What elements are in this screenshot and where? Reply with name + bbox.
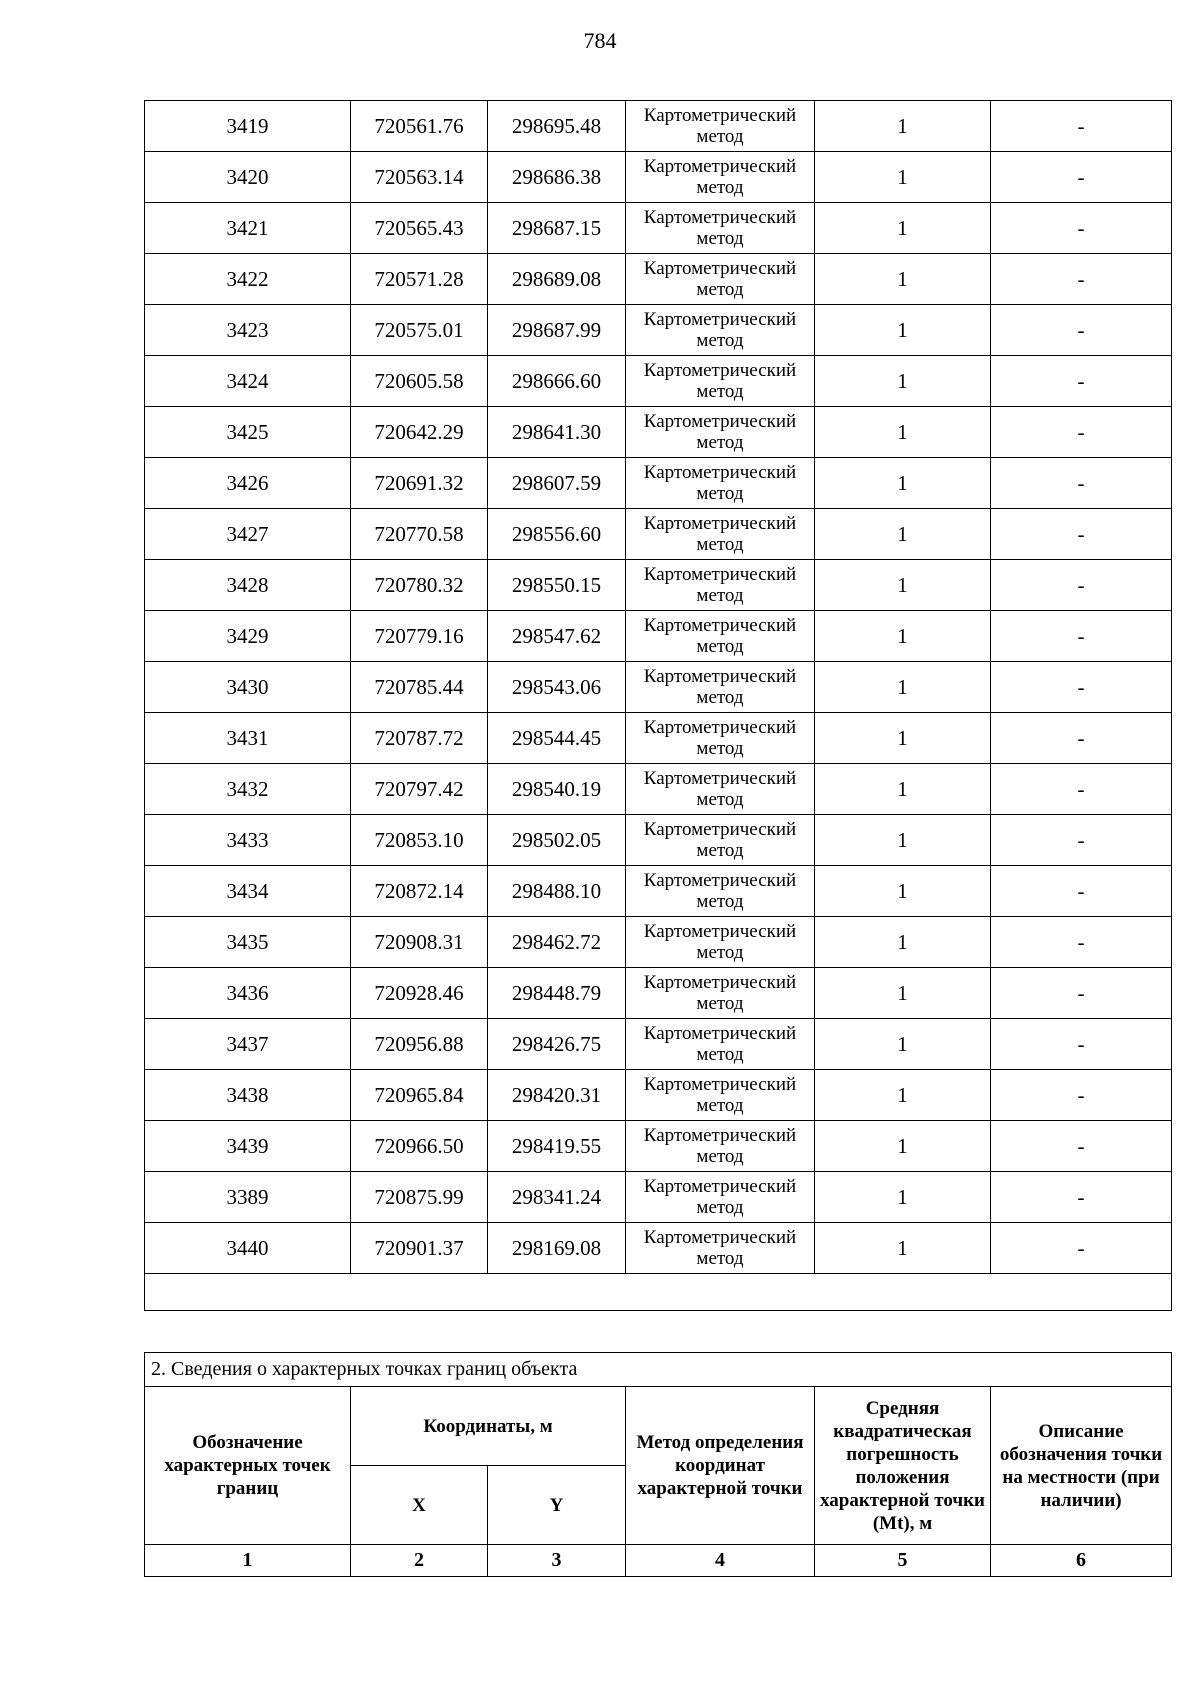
coord-x-cell: 720563.14 (351, 152, 488, 203)
coord-y-cell: 298556.60 (488, 509, 626, 560)
coord-x-cell: 720785.44 (351, 662, 488, 713)
coord-x-cell: 720605.58 (351, 356, 488, 407)
coord-y-cell: 298169.08 (488, 1223, 626, 1274)
point-id-cell: 3424 (145, 356, 351, 407)
coord-y-cell: 298547.62 (488, 611, 626, 662)
coord-y-cell: 298540.19 (488, 764, 626, 815)
table-row (145, 764, 1172, 815)
coord-y-cell: 298666.60 (488, 356, 626, 407)
column-number: 1 (145, 1545, 351, 1577)
table-row (145, 611, 1172, 662)
mean-error-cell: 1 (815, 1019, 991, 1070)
point-id-cell: 3423 (145, 305, 351, 356)
method-cell: Картометрический метод (626, 254, 815, 305)
table-row (145, 713, 1172, 764)
table-row (145, 1172, 1172, 1223)
coord-x-cell: 720770.58 (351, 509, 488, 560)
description-cell: - (991, 305, 1172, 356)
column-number: 5 (815, 1545, 991, 1577)
table-row (145, 203, 1172, 254)
header-mean-error: Средняя квадратическая погрешность положения характерной точки (Mt), м (815, 1387, 991, 1545)
coord-y-cell: 298543.06 (488, 662, 626, 713)
description-cell: - (991, 407, 1172, 458)
page-number: 784 (583, 28, 617, 53)
coord-x-cell: 720779.16 (351, 611, 488, 662)
coord-y-cell: 298695.48 (488, 101, 626, 152)
mean-error-cell: 1 (815, 1070, 991, 1121)
description-cell: - (991, 611, 1172, 662)
mean-error-cell: 1 (815, 254, 991, 305)
mean-error-cell: 1 (815, 203, 991, 254)
point-id-cell: 3389 (145, 1172, 351, 1223)
description-cell: - (991, 458, 1172, 509)
coord-y-cell: 298341.24 (488, 1172, 626, 1223)
coord-y-cell: 298462.72 (488, 917, 626, 968)
header-coordinates: Координаты, м (351, 1387, 626, 1466)
coord-x-cell: 720780.32 (351, 560, 488, 611)
mean-error-cell: 1 (815, 101, 991, 152)
description-cell: - (991, 1121, 1172, 1172)
description-cell: - (991, 764, 1172, 815)
method-cell: Картометрический метод (626, 560, 815, 611)
description-cell: - (991, 509, 1172, 560)
mean-error-cell: 1 (815, 917, 991, 968)
description-cell: - (991, 1070, 1172, 1121)
coord-x-cell: 720875.99 (351, 1172, 488, 1223)
coord-y-cell: 298607.59 (488, 458, 626, 509)
mean-error-cell: 1 (815, 305, 991, 356)
coord-y-cell: 298488.10 (488, 866, 626, 917)
table-row (145, 1121, 1172, 1172)
method-cell: Картометрический метод (626, 305, 815, 356)
table-row (145, 1070, 1172, 1121)
description-cell: - (991, 815, 1172, 866)
coord-x-cell: 720797.42 (351, 764, 488, 815)
points-table (144, 100, 1172, 1311)
coord-y-cell: 298544.45 (488, 713, 626, 764)
point-id-cell: 3440 (145, 1223, 351, 1274)
table-row (145, 1019, 1172, 1070)
description-cell: - (991, 203, 1172, 254)
coord-y-cell: 298687.15 (488, 203, 626, 254)
point-id-cell: 3434 (145, 866, 351, 917)
method-cell: Картометрический метод (626, 458, 815, 509)
table-row (145, 356, 1172, 407)
coord-x-cell: 720787.72 (351, 713, 488, 764)
description-cell: - (991, 101, 1172, 152)
coord-y-cell: 298448.79 (488, 968, 626, 1019)
table-row (145, 560, 1172, 611)
mean-error-cell: 1 (815, 1121, 991, 1172)
column-number: 6 (991, 1545, 1172, 1577)
description-cell: - (991, 968, 1172, 1019)
mean-error-cell: 1 (815, 356, 991, 407)
description-cell: - (991, 866, 1172, 917)
mean-error-cell: 1 (815, 968, 991, 1019)
coord-x-cell: 720965.84 (351, 1070, 488, 1121)
table-row (145, 968, 1172, 1019)
mean-error-cell: 1 (815, 662, 991, 713)
description-cell: - (991, 152, 1172, 203)
table-row (145, 815, 1172, 866)
point-id-cell: 3431 (145, 713, 351, 764)
method-cell: Картометрический метод (626, 815, 815, 866)
point-id-cell: 3436 (145, 968, 351, 1019)
mean-error-cell: 1 (815, 764, 991, 815)
mean-error-cell: 1 (815, 1172, 991, 1223)
points-table-body (145, 101, 1172, 1311)
point-id-cell: 3425 (145, 407, 351, 458)
coord-x-cell: 720575.01 (351, 305, 488, 356)
coord-x-cell: 720571.28 (351, 254, 488, 305)
method-cell: Картометрический метод (626, 662, 815, 713)
method-cell: Картометрический метод (626, 1121, 815, 1172)
method-cell: Картометрический метод (626, 713, 815, 764)
mean-error-cell: 1 (815, 713, 991, 764)
method-cell: Картометрический метод (626, 509, 815, 560)
mean-error-cell: 1 (815, 1223, 991, 1274)
section2-table (144, 1352, 1172, 1577)
coord-y-cell: 298687.99 (488, 305, 626, 356)
method-cell: Картометрический метод (626, 101, 815, 152)
point-id-cell: 3432 (145, 764, 351, 815)
mean-error-cell: 1 (815, 152, 991, 203)
header-method: Метод определения координат характерной точки (626, 1387, 815, 1545)
point-id-cell: 3426 (145, 458, 351, 509)
mean-error-cell: 1 (815, 611, 991, 662)
coord-y-cell: 298686.38 (488, 152, 626, 203)
method-cell: Картометрический метод (626, 152, 815, 203)
coord-y-cell: 298419.55 (488, 1121, 626, 1172)
method-cell: Картометрический метод (626, 917, 815, 968)
table-row (145, 254, 1172, 305)
method-cell: Картометрический метод (626, 611, 815, 662)
mean-error-cell: 1 (815, 866, 991, 917)
header-point-designation: Обозначение характерных точек границ (145, 1387, 351, 1545)
coord-x-cell: 720966.50 (351, 1121, 488, 1172)
mean-error-cell: 1 (815, 509, 991, 560)
table-row (145, 662, 1172, 713)
coord-x-cell: 720561.76 (351, 101, 488, 152)
description-cell: - (991, 1019, 1172, 1070)
point-id-cell: 3428 (145, 560, 351, 611)
point-id-cell: 3427 (145, 509, 351, 560)
point-id-cell: 3419 (145, 101, 351, 152)
table-row (145, 866, 1172, 917)
point-id-cell: 3420 (145, 152, 351, 203)
column-number: 3 (488, 1545, 626, 1577)
point-id-cell: 3422 (145, 254, 351, 305)
mean-error-cell: 1 (815, 815, 991, 866)
coord-x-cell: 720565.43 (351, 203, 488, 254)
table-row (145, 458, 1172, 509)
coord-x-cell: 720928.46 (351, 968, 488, 1019)
empty-cell (145, 1274, 1172, 1311)
table-row (145, 152, 1172, 203)
coord-y-cell: 298502.05 (488, 815, 626, 866)
method-cell: Картометрический метод (626, 1223, 815, 1274)
description-cell: - (991, 1223, 1172, 1274)
point-id-cell: 3437 (145, 1019, 351, 1070)
column-number: 4 (626, 1545, 815, 1577)
method-cell: Картометрический метод (626, 866, 815, 917)
description-cell: - (991, 662, 1172, 713)
coord-x-cell: 720901.37 (351, 1223, 488, 1274)
method-cell: Картометрический метод (626, 203, 815, 254)
method-cell: Картометрический метод (626, 764, 815, 815)
point-id-cell: 3433 (145, 815, 351, 866)
point-id-cell: 3421 (145, 203, 351, 254)
mean-error-cell: 1 (815, 560, 991, 611)
point-id-cell: 3429 (145, 611, 351, 662)
column-number: 2 (351, 1545, 488, 1577)
point-id-cell: 3438 (145, 1070, 351, 1121)
coord-x-cell: 720872.14 (351, 866, 488, 917)
description-cell: - (991, 1172, 1172, 1223)
description-cell: - (991, 560, 1172, 611)
description-cell: - (991, 917, 1172, 968)
header-y: Y (488, 1466, 626, 1545)
table-row (145, 101, 1172, 152)
point-id-cell: 3430 (145, 662, 351, 713)
section-title: 2. Сведения о характерных точках границ объекта (145, 1353, 1172, 1387)
table-row (145, 1223, 1172, 1274)
header-x: X (351, 1466, 488, 1545)
coord-x-cell: 720853.10 (351, 815, 488, 866)
coord-x-cell: 720642.29 (351, 407, 488, 458)
coord-y-cell: 298689.08 (488, 254, 626, 305)
table-row (145, 509, 1172, 560)
header-description: Описание обозначения точки на местности (при наличии) (991, 1387, 1172, 1545)
description-cell: - (991, 254, 1172, 305)
method-cell: Картометрический метод (626, 407, 815, 458)
mean-error-cell: 1 (815, 458, 991, 509)
method-cell: Картометрический метод (626, 1070, 815, 1121)
table-row (145, 305, 1172, 356)
coord-y-cell: 298550.15 (488, 560, 626, 611)
method-cell: Картометрический метод (626, 968, 815, 1019)
coord-y-cell: 298641.30 (488, 407, 626, 458)
description-cell: - (991, 356, 1172, 407)
empty-row (145, 1274, 1172, 1311)
method-cell: Картометрический метод (626, 1019, 815, 1070)
coord-x-cell: 720691.32 (351, 458, 488, 509)
table-row (145, 917, 1172, 968)
coord-y-cell: 298420.31 (488, 1070, 626, 1121)
description-cell: - (991, 713, 1172, 764)
point-id-cell: 3439 (145, 1121, 351, 1172)
coord-x-cell: 720956.88 (351, 1019, 488, 1070)
coord-y-cell: 298426.75 (488, 1019, 626, 1070)
table-row (145, 407, 1172, 458)
mean-error-cell: 1 (815, 407, 991, 458)
coord-x-cell: 720908.31 (351, 917, 488, 968)
method-cell: Картометрический метод (626, 356, 815, 407)
method-cell: Картометрический метод (626, 1172, 815, 1223)
point-id-cell: 3435 (145, 917, 351, 968)
